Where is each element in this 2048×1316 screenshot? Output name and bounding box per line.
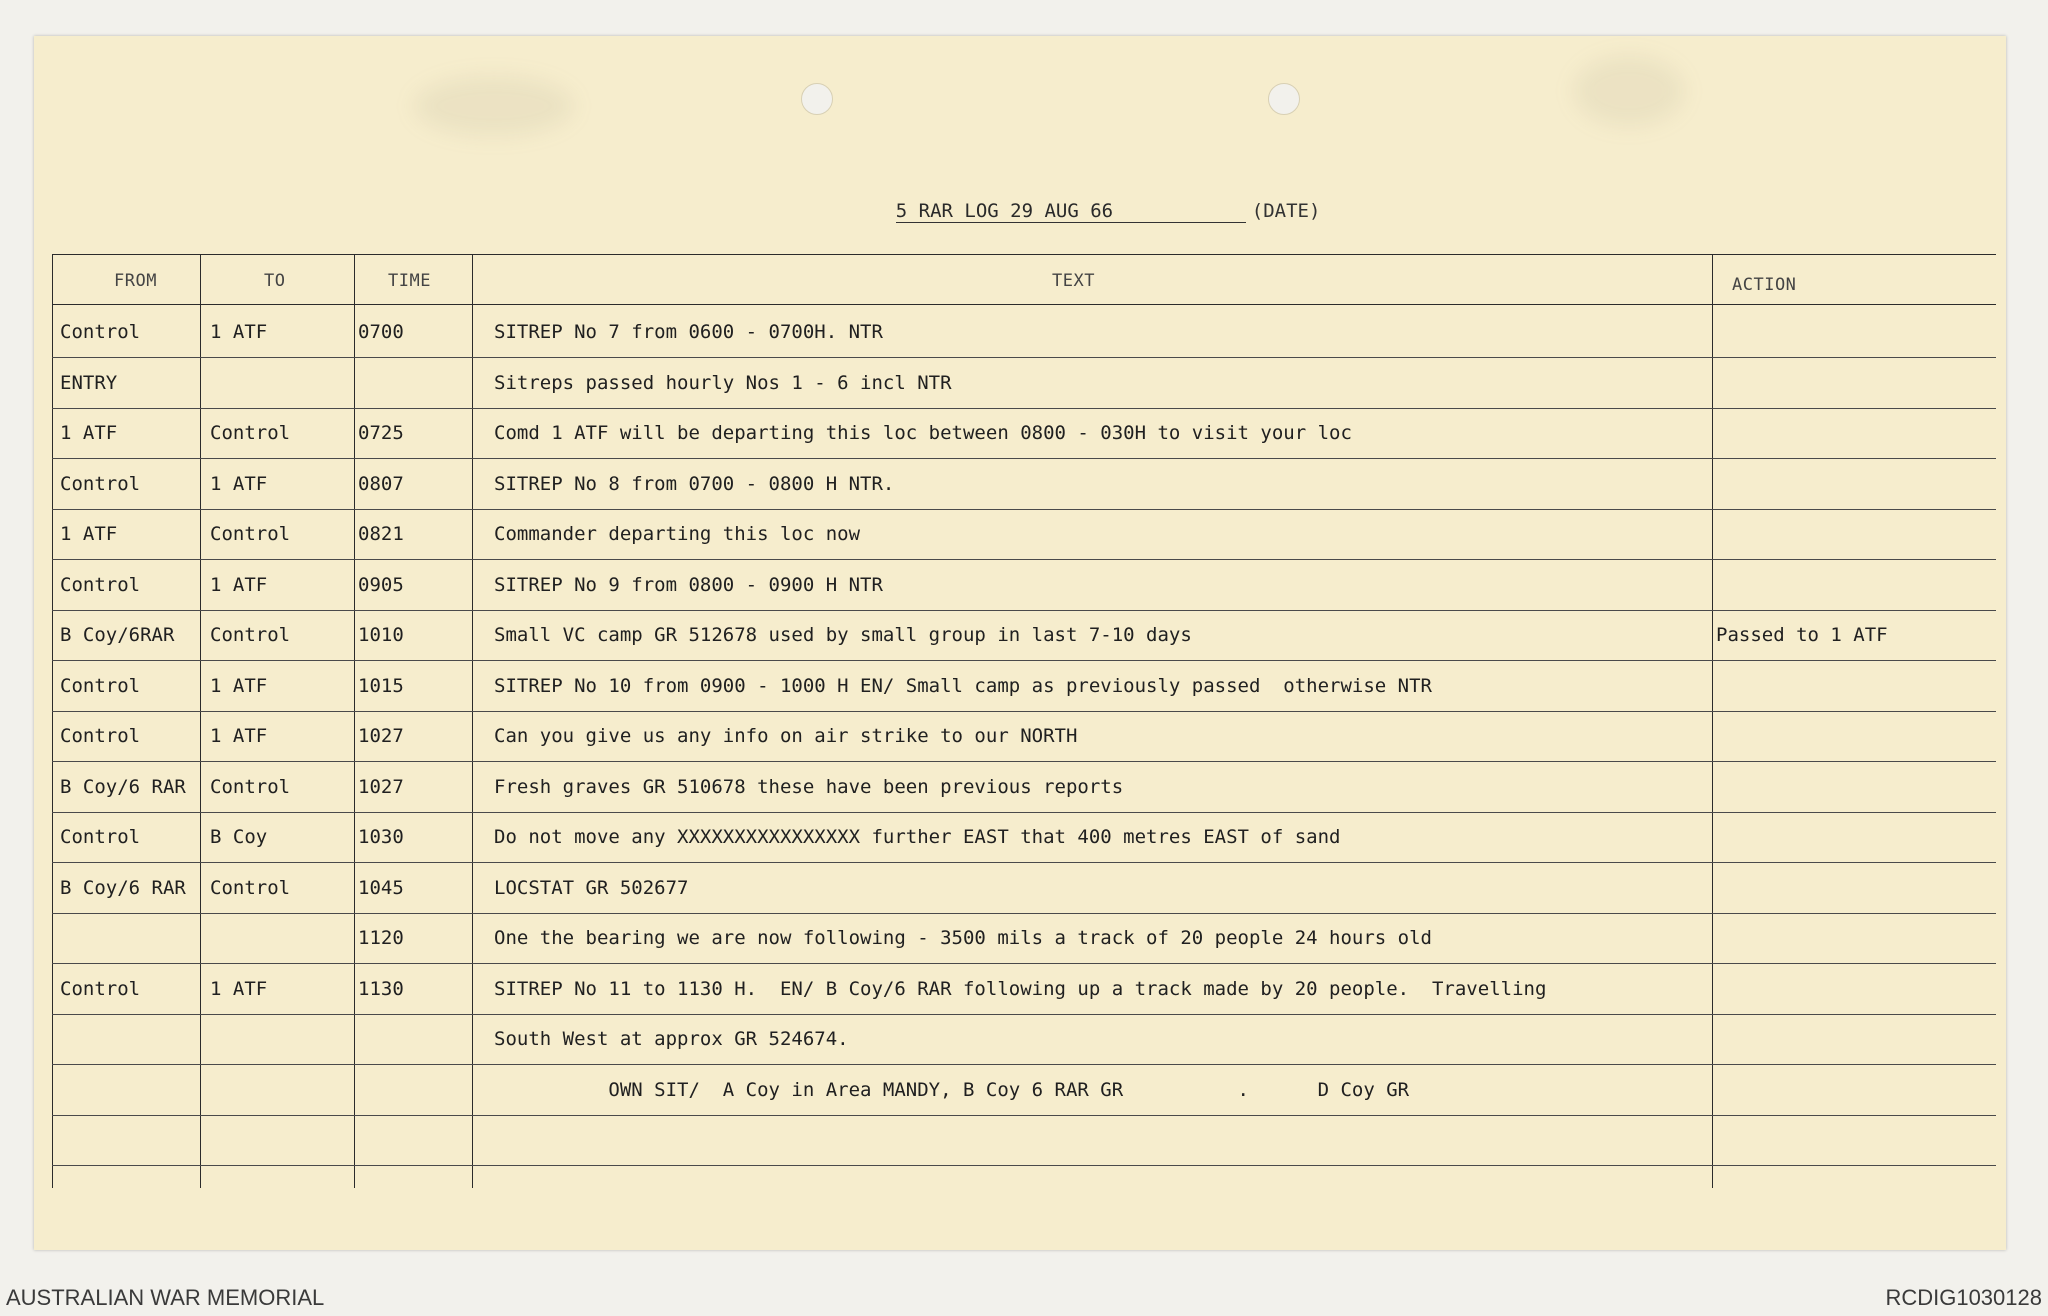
log-entry-text: SITREP No 7 from 0600 - 0700H. NTR — [494, 321, 883, 343]
log-entry-time: 0807 — [358, 473, 404, 495]
log-entry-text: SITREP No 8 from 0700 - 0800 H NTR. — [494, 473, 895, 495]
date-label: (DATE) — [1251, 200, 1321, 222]
column-header-to: TO — [264, 271, 286, 291]
row-rule — [52, 610, 1996, 611]
log-entry-time: 0725 — [358, 422, 404, 444]
log-entry-text: Do not move any XXXXXXXXXXXXXXXX further EAST that 400 metres EAST of sand — [494, 826, 1341, 848]
log-entry-text: SITREP No 11 to 1130 H. EN/ B Coy/6 RAR following up a track made by 20 people. Travelling — [494, 978, 1547, 1000]
log-entry-from: 1 ATF — [60, 422, 118, 444]
log-entry-text: Can you give us any info on air strike to our NORTH — [494, 725, 1078, 747]
institution-credit: AUSTRALIAN WAR MEMORIAL — [6, 1285, 325, 1310]
table-border-top — [52, 254, 1996, 255]
row-rule — [52, 1064, 1996, 1065]
log-entry-from: Control — [60, 725, 141, 747]
log-entry-time: 1045 — [358, 877, 404, 899]
row-rule — [52, 1014, 1996, 1015]
column-divider — [472, 254, 473, 1188]
log-entry-to: Control — [210, 877, 291, 899]
log-entry-time: 1015 — [358, 675, 404, 697]
column-divider — [354, 254, 355, 1188]
log-entry-from: B Coy/6 RAR — [60, 776, 186, 798]
log-entry-to: B Coy — [210, 826, 268, 848]
log-entry-from: Control — [60, 473, 141, 495]
log-entry-text: Comd 1 ATF will be departing this loc between 0800 - 030H to visit your loc — [494, 422, 1352, 444]
log-entry-to: Control — [210, 422, 291, 444]
log-entry-to: Control — [210, 776, 291, 798]
log-entry-text: Fresh graves GR 510678 these have been previous reports — [494, 776, 1124, 798]
row-rule — [52, 862, 1996, 863]
log-entry-text: Commander departing this loc now — [494, 523, 861, 545]
column-header-action: ACTION — [1732, 275, 1797, 295]
row-rule — [52, 812, 1996, 813]
log-entry-from: Control — [60, 826, 141, 848]
paper-stain — [414, 76, 574, 136]
log-entry-from: Control — [60, 321, 141, 343]
row-rule — [52, 509, 1996, 510]
log-entry-text: SITREP No 10 from 0900 - 1000 H EN/ Small camp as previously passed otherwise NTR — [494, 675, 1432, 697]
log-entry-from: B Coy/6RAR — [60, 624, 175, 646]
log-entry-from: Control — [60, 675, 141, 697]
log-entry-text: Small VC camp GR 512678 used by small group in last 7-10 days — [494, 624, 1192, 646]
column-divider — [1712, 254, 1713, 1188]
log-entry-text: South West at approx GR 524674. — [494, 1028, 849, 1050]
row-rule — [52, 660, 1996, 661]
log-entry-time: 0700 — [358, 321, 404, 343]
table-border-left — [52, 254, 53, 1188]
log-entry-time: 1120 — [358, 927, 404, 949]
column-header-from: FROM — [114, 271, 157, 291]
header-rule — [52, 304, 1996, 305]
column-header-text: TEXT — [1052, 271, 1095, 291]
log-entry-time: 0905 — [358, 574, 404, 596]
row-rule — [52, 963, 1996, 964]
log-entry-time: 0821 — [358, 523, 404, 545]
log-entry-to: 1 ATF — [210, 473, 268, 495]
log-entry-from: B Coy/6 RAR — [60, 877, 186, 899]
log-entry-to: Control — [210, 624, 291, 646]
row-rule — [52, 1115, 1996, 1116]
log-entry-action: Passed to 1 ATF — [1716, 624, 1888, 646]
log-entry-text: OWN SIT/ A Coy in Area MANDY, B Coy 6 RAR GR . D Coy GR — [494, 1079, 1410, 1101]
log-entry-time: 1030 — [358, 826, 404, 848]
row-rule — [52, 761, 1996, 762]
log-heading — [850, 178, 1320, 245]
row-rule — [52, 408, 1996, 409]
log-entry-text: SITREP No 9 from 0800 - 0900 H NTR — [494, 574, 883, 596]
log-entry-from: ENTRY — [60, 372, 118, 394]
log-entry-time: 1027 — [358, 776, 404, 798]
log-entry-text: LOCSTAT GR 502677 — [494, 877, 689, 899]
log-entry-to: 1 ATF — [210, 321, 268, 343]
log-entry-to: 1 ATF — [210, 574, 268, 596]
log-entry-time: 1027 — [358, 725, 404, 747]
paper-stain — [1574, 56, 1684, 126]
row-rule — [52, 1165, 1996, 1166]
log-entry-to: 1 ATF — [210, 725, 268, 747]
log-title: 5 RAR LOG 29 AUG 66 — [896, 200, 1246, 223]
punch-hole — [801, 83, 833, 115]
punch-hole — [1268, 83, 1300, 115]
column-header-time: TIME — [388, 271, 431, 291]
log-entry-from: Control — [60, 574, 141, 596]
row-rule — [52, 559, 1996, 560]
row-rule — [52, 913, 1996, 914]
log-entry-time: 1010 — [358, 624, 404, 646]
log-entry-to: Control — [210, 523, 291, 545]
log-entry-text: Sitreps passed hourly Nos 1 - 6 incl NTR — [494, 372, 952, 394]
log-entry-from: Control — [60, 978, 141, 1000]
row-rule — [52, 357, 1996, 358]
log-table — [52, 254, 1996, 1188]
column-divider — [200, 254, 201, 1188]
log-entry-from: 1 ATF — [60, 523, 118, 545]
log-entry-to: 1 ATF — [210, 978, 268, 1000]
row-rule — [52, 711, 1996, 712]
log-entry-to: 1 ATF — [210, 675, 268, 697]
log-entry-time: 1130 — [358, 978, 404, 1000]
row-rule — [52, 458, 1996, 459]
catalogue-id: RCDIG1030128 — [1885, 1285, 2042, 1310]
log-sheet — [6, 36, 2042, 1310]
log-entry-text: One the bearing we are now following - 3500 mils a track of 20 people 24 hours old — [494, 927, 1432, 949]
